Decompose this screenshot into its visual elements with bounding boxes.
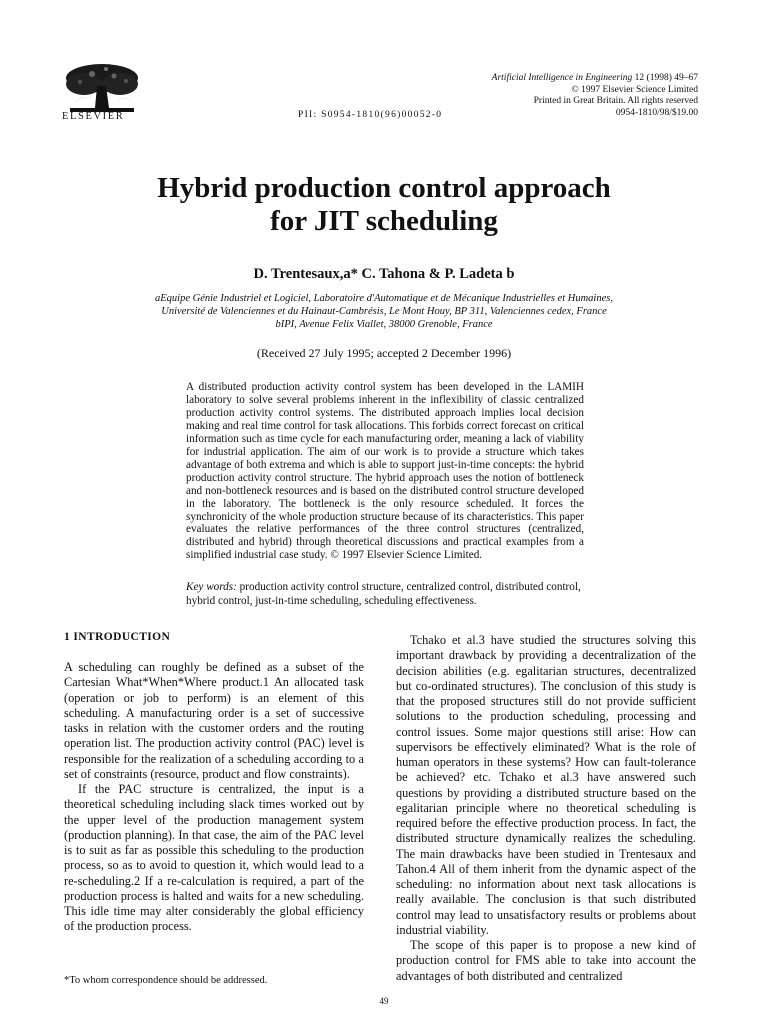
- section-heading: 1 INTRODUCTION: [64, 631, 171, 643]
- left-paragraph-2: If the PAC structure is centralized, the input is a theoretical scheduling including slack times worked out by the upper level of the production management system (production planning). In that case, the aim of the PAC level is to suit as far as possible this scheduling to the production process, so as to avoid to question it, which would lead to a re-scheduling.2 If a re-calculation is required, a part of the production process is halted and waits for a new scheduling. This idle time may alter considerably the global efficiency of the production process.: [64, 782, 364, 934]
- left-paragraph-1: A scheduling can roughly be defined as a subset of the Cartesian What*When*Where product.1 An allocated task (operation or job to perform) is an element of this scheduling. A manufacturing order is a set of successive tasks in relation with the customer orders and the routing operation list. The production activity control (PAC) level is responsible for the realization of a scheduling according to a set of constraints (resource, product and flow constraints).: [64, 660, 364, 781]
- title-line-2: for JIT scheduling: [270, 205, 498, 237]
- footnote: *To whom correspondence should be addressed.: [64, 975, 268, 986]
- right-column: [396, 633, 696, 984]
- right-paragraph-2: The scope of this paper is to propose a new kind of production control for FMS able to take into account the advantages of both distributed and centralized: [396, 938, 696, 983]
- page-number: 49: [379, 996, 389, 1006]
- keywords: [186, 581, 584, 608]
- received-dates: (Received 27 July 1995; accepted 2 December 1996): [256, 346, 512, 360]
- authors: D. Trentesaux,a* C. Tahona & P. Ladeta b: [253, 266, 515, 282]
- publisher-name: ELSEVIER: [62, 111, 125, 122]
- affiliation-line-2: Université de Valenciennes et du Hainaut-Cambrésis, Le Mont Houy, BP 311, Valenciennes cedex, France: [161, 306, 607, 317]
- right-paragraph-1: Tchako et al.3 have studied the structures solving this important drawback by providing a decentralization of the decision abilities (e.g. egalitarian structures, decentralized but co-ordinated structures). The conclusion of this study is that the proposed structures still do not provide sufficient solutions to the production scheduling, processing and control issues. Some major questions still arise: How can supervisors be effectively eliminated? What is the role of human operators in these systems? How can fault-tolerance be achieved? etc. Tchako et al.3 have answered such questions by providing a distributed structure based on the egalitarian principle where no theoretical scheduling is required before the effective production process. In fact, the distributed structure dynamically realizes the scheduling. The main drawbacks have been studied in Trentesaux and Tahon.4 All of them inherit from the dynamic aspect of the scheduling: no information about next task allocations is really available. The conclusion is that such distributed control may lead to unsatisfactory results or problems about industrial viability.: [396, 633, 696, 937]
- elsevier-tree-logo-icon: [62, 62, 142, 112]
- abstract: A distributed production activity control system has been developed in the LAMIH laboratory to solve several problems inherent in the inflexibility of classic centralized production activity control systems. The distributed approach implies local decision making and real time control for task allocations. This forbids correct forecast on critical information such as time cycle for each manufacturing order, meaning a lack of viability for industrial application. The aim of our work is to provide a structure which takes advantage of both extrema and which is able to support just-in-time concepts: the hybrid production activity control structure. The hybrid approach uses the notion of bottleneck and non-bottleneck resources and is based on the distributed control structure developed in the laboratory. The bottleneck is the only resource scheduled. It forces the synchronicity of the whole production structure because of its characteristics. This paper evaluates the relative performances of the three control structures (centralized, distributed and hybrid) through theoretical discussions and practical examples from a simplified industrial case study. © 1997 Elsevier Science Limited.: [186, 381, 584, 562]
- journal-info: [492, 73, 698, 119]
- keywords-label: Key words:: [186, 581, 237, 593]
- journal-copyright: © 1997 Elsevier Science Limited: [571, 84, 698, 95]
- journal-volume: 12 (1998) 49–67: [632, 73, 698, 83]
- left-column: [64, 660, 364, 935]
- affiliations: [0, 292, 768, 331]
- journal-issn: 0954-1810/98/$19.00: [615, 107, 698, 118]
- affiliation-line-3: bIPI, Avenue Felix Viallet, 38000 Grenoble, France: [275, 319, 493, 330]
- journal-name: Artificial Intelligence in Engineering: [491, 73, 633, 83]
- journal-printed: Printed in Great Britain. All rights reserved: [533, 96, 698, 106]
- affiliation-line-1: aEquipe Génie Industriel et Logiciel, Laboratoire d'Automatique et de Mécanique Industrielles et Humaines,: [155, 293, 613, 304]
- pii-code: PII: S0954-1810(96)00052-0: [298, 110, 443, 120]
- title-line-1: Hybrid production control approach: [157, 172, 611, 204]
- paper-title: [0, 172, 768, 238]
- journal-citation: [492, 73, 698, 85]
- keywords-text: production activity control structure, centralized control, distributed control, hybrid control, just-in-time scheduling, scheduling effectiveness.: [186, 581, 581, 607]
